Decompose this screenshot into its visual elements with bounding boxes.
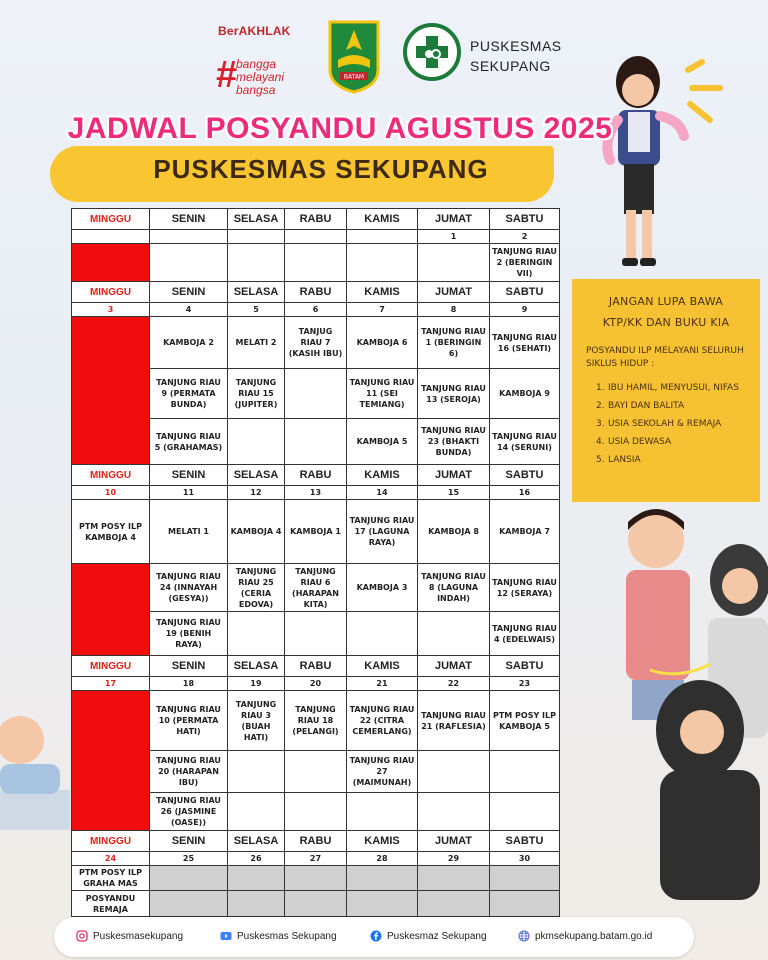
- woman-illustration-icon: [580, 40, 730, 270]
- schedule-cell: TANJUNG RIAU 14 (SERUNI): [490, 419, 560, 465]
- schedule-cell: KAMBOJA 2: [150, 317, 228, 369]
- date-cell: 23: [490, 677, 560, 691]
- baby-illustration-icon: [0, 680, 70, 880]
- schedule-cell: TANJUNG RIAU 20 (HARAPAN IBU): [150, 751, 228, 793]
- schedule-cell: TANJUNG RIAU 2 (BERINGIN VII): [490, 244, 560, 282]
- date-cell: 20: [285, 677, 347, 691]
- date-cell: 10: [72, 486, 150, 500]
- date-cell: [72, 230, 150, 244]
- schedule-cell: [418, 793, 490, 831]
- day-header: SELASA: [228, 282, 285, 303]
- table-row: [72, 691, 560, 751]
- instagram-icon: [76, 930, 88, 942]
- instagram-link[interactable]: Puskesmasekupang: [76, 930, 183, 942]
- youtube-link[interactable]: Puskesmas Sekupang: [220, 930, 337, 942]
- schedule-cell: TANJUNG RIAU 18 (PELANGI): [285, 691, 347, 751]
- table-row: [72, 866, 560, 891]
- schedule-cell: MELATI 2: [228, 317, 285, 369]
- facebook-icon: [370, 930, 382, 942]
- website-link[interactable]: pkmsekupang.batam.go.id: [518, 930, 652, 942]
- schedule-cell: [228, 419, 285, 465]
- day-header: SELASA: [228, 831, 285, 852]
- date-cell: 14: [347, 486, 418, 500]
- day-header: SENIN: [150, 831, 228, 852]
- schedule-cell: TANJUNG RIAU 19 (BENIH RAYA): [150, 612, 228, 656]
- day-header: SENIN: [150, 282, 228, 303]
- day-header: JUMAT: [418, 282, 490, 303]
- schedule-cell: POSYANDU REMAJA: [72, 891, 150, 917]
- day-header: SENIN: [150, 656, 228, 677]
- date-cell: 19: [228, 677, 285, 691]
- schedule-cell: [347, 244, 418, 282]
- date-cell: 9: [490, 303, 560, 317]
- day-header: MINGGU: [72, 831, 150, 852]
- day-header-row: [72, 282, 560, 303]
- day-header: SENIN: [150, 465, 228, 486]
- schedule-cell: TANJUNG RIAU 16 (SEHATI): [490, 317, 560, 369]
- day-header: JUMAT: [418, 465, 490, 486]
- date-cell: 24: [72, 852, 150, 866]
- schedule-cell: TANJUNG RIAU 25 (CERIA EDOVA): [228, 564, 285, 612]
- date-cell: [228, 230, 285, 244]
- schedule-cell: TANJUNG RIAU 17 (LAGUNA RAYA): [347, 500, 418, 564]
- life-cycle-list: [596, 379, 756, 469]
- schedule-cell: [285, 244, 347, 282]
- schedule-cell: TANJUNG RIAU 11 (SEI TEMIANG): [347, 369, 418, 419]
- schedule-cell: TANJUNG RIAU 8 (LAGUNA INDAH): [418, 564, 490, 612]
- day-header: JUMAT: [418, 209, 490, 230]
- info-box: [572, 279, 760, 502]
- date-cell: 28: [347, 852, 418, 866]
- day-header: SABTU: [490, 465, 560, 486]
- date-cell: 7: [347, 303, 418, 317]
- schedule-cell: TANJUNG RIAU 22 (CITRA CEMERLANG): [347, 691, 418, 751]
- schedule-cell: [347, 793, 418, 831]
- schedule-cell: TANJUNG RIAU 27 (MAIMUNAH): [347, 751, 418, 793]
- schedule-cell: [285, 866, 347, 891]
- sunday-cell: [72, 564, 150, 656]
- date-cell: 13: [285, 486, 347, 500]
- date-cell: 17: [72, 677, 150, 691]
- schedule-cell: KAMBOJA 6: [347, 317, 418, 369]
- day-header: KAMIS: [347, 282, 418, 303]
- day-header: MINGGU: [72, 656, 150, 677]
- date-row: [72, 486, 560, 500]
- date-cell: 21: [347, 677, 418, 691]
- date-cell: 27: [285, 852, 347, 866]
- schedule-cell: [228, 866, 285, 891]
- puskesmas-name: PUSKESMAS SEKUPANG: [470, 38, 562, 74]
- svg-text:BATAM: BATAM: [343, 73, 365, 81]
- schedule-cell: TANJUNG RIAU 12 (SERAYA): [490, 564, 560, 612]
- day-header: MINGGU: [72, 209, 150, 230]
- schedule-cell: [490, 891, 560, 917]
- schedule-cell: KAMBOJA 1: [285, 500, 347, 564]
- schedule-cell: MELATI 1: [150, 500, 228, 564]
- list-item: 2. BAYI DAN BALITA: [596, 401, 685, 411]
- reminder-text: JANGAN LUPA BAWA KTP/KK DAN BUKU KIA: [602, 295, 730, 329]
- schedule-cell: TANJUNG RIAU 1 (BERINGIN 6): [418, 317, 490, 369]
- day-header-row: [72, 656, 560, 677]
- list-item: 1. IBU HAMIL, MENYUSUI, NIFAS: [596, 383, 739, 393]
- day-header: MINGGU: [72, 282, 150, 303]
- day-header: JUMAT: [418, 831, 490, 852]
- schedule-cell: [150, 244, 228, 282]
- page-subtitle: PUSKESMAS SEKUPANG: [153, 154, 489, 184]
- schedule-cell: TANJUNG RIAU 6 (HARAPAN KITA): [285, 564, 347, 612]
- schedule-cell: [285, 612, 347, 656]
- schedule-cell: KAMBOJA 9: [490, 369, 560, 419]
- date-cell: 18: [150, 677, 228, 691]
- schedule-cell: [347, 866, 418, 891]
- date-cell: [150, 230, 228, 244]
- schedule-table: [71, 208, 560, 917]
- schedule-cell: TANJUNG RIAU 21 (RAFLESIA): [418, 691, 490, 751]
- day-header: RABU: [285, 465, 347, 486]
- schedule-cell: [285, 369, 347, 419]
- day-header: RABU: [285, 282, 347, 303]
- day-header: SABTU: [490, 209, 560, 230]
- day-header: SELASA: [228, 656, 285, 677]
- day-header: SABTU: [490, 282, 560, 303]
- day-header: KAMIS: [347, 656, 418, 677]
- globe-icon: [518, 930, 530, 942]
- day-header: SELASA: [228, 209, 285, 230]
- date-cell: 11: [150, 486, 228, 500]
- date-cell: [285, 230, 347, 244]
- schedule-cell: KAMBOJA 5: [347, 419, 418, 465]
- date-row: [72, 677, 560, 691]
- date-cell: 30: [490, 852, 560, 866]
- date-row: [72, 230, 560, 244]
- day-header: RABU: [285, 209, 347, 230]
- schedule-cell: [285, 751, 347, 793]
- schedule-cell: KAMBOJA 4: [228, 500, 285, 564]
- schedule-cell: [228, 891, 285, 917]
- facebook-link[interactable]: Puskesmaz Sekupang: [370, 930, 487, 942]
- schedule-cell: [285, 793, 347, 831]
- date-cell: 26: [228, 852, 285, 866]
- date-cell: 5: [228, 303, 285, 317]
- schedule-cell: [150, 866, 228, 891]
- day-header: SENIN: [150, 209, 228, 230]
- day-header: JUMAT: [418, 656, 490, 677]
- table-row: [72, 244, 560, 282]
- info-intro: POSYANDU ILP MELAYANI SELURUH SIKLUS HIDUP :: [586, 346, 744, 369]
- date-cell: 3: [72, 303, 150, 317]
- date-cell: 2: [490, 230, 560, 244]
- sunday-cell: [72, 317, 150, 465]
- bangga-melayani-logo: # bangga melayani bangsa: [216, 54, 285, 97]
- list-item: 4. USIA DEWASA: [596, 437, 672, 447]
- page-title: JADWAL POSYANDU AGUSTUS 2025: [67, 112, 613, 145]
- schedule-cell: [490, 793, 560, 831]
- schedule-cell: [418, 866, 490, 891]
- schedule-cell: TANJUG RIAU 7 (KASIH IBU): [285, 317, 347, 369]
- date-cell: 4: [150, 303, 228, 317]
- date-cell: 8: [418, 303, 490, 317]
- table-row: [72, 317, 560, 369]
- day-header: KAMIS: [347, 831, 418, 852]
- date-cell: 29: [418, 852, 490, 866]
- sunday-cell: [72, 691, 150, 831]
- day-header: SABTU: [490, 831, 560, 852]
- schedule-cell: [228, 793, 285, 831]
- day-header: RABU: [285, 831, 347, 852]
- youtube-icon: [220, 930, 232, 942]
- schedule-cell: [285, 891, 347, 917]
- date-row: [72, 303, 560, 317]
- footer-bar: [54, 917, 694, 957]
- schedule-cell: [347, 891, 418, 917]
- day-header: SABTU: [490, 656, 560, 677]
- schedule-cell: TANJUNG RIAU 9 (PERMATA BUNDA): [150, 369, 228, 419]
- schedule-cell: [418, 751, 490, 793]
- schedule-cell: TANJUNG RIAU 13 (SEROJA): [418, 369, 490, 419]
- schedule-cell: [490, 751, 560, 793]
- day-header: SELASA: [228, 465, 285, 486]
- schedule-cell: [418, 612, 490, 656]
- schedule-cell: [285, 419, 347, 465]
- table-row: [72, 500, 560, 564]
- day-header: MINGGU: [72, 465, 150, 486]
- date-row: [72, 852, 560, 866]
- schedule-cell: KAMBOJA 3: [347, 564, 418, 612]
- puskesmas-logo-icon: [402, 22, 462, 82]
- schedule-cell: PTM POSY ILP KAMBOJA 5: [490, 691, 560, 751]
- schedule-cell: [347, 612, 418, 656]
- sunday-cell: [72, 244, 150, 282]
- schedule-cell: TANJUNG RIAU 5 (GRAHAMAS): [150, 419, 228, 465]
- day-header-row: [72, 209, 560, 230]
- schedule-cell: KAMBOJA 7: [490, 500, 560, 564]
- berakhlak-text: BerAKHLAK: [218, 24, 291, 38]
- schedule-cell: TANJUNG RIAU 23 (BHAKTI BUNDA): [418, 419, 490, 465]
- schedule-cell: [418, 244, 490, 282]
- date-cell: [347, 230, 418, 244]
- schedule-cell: KAMBOJA 8: [418, 500, 490, 564]
- schedule-cell: [228, 612, 285, 656]
- table-row: [72, 564, 560, 612]
- date-cell: 6: [285, 303, 347, 317]
- date-cell: 15: [418, 486, 490, 500]
- date-cell: 22: [418, 677, 490, 691]
- date-cell: 12: [228, 486, 285, 500]
- schedule-cell: PTM POSY ILP KAMBOJA 4: [72, 500, 150, 564]
- berakhlak-logo: [218, 24, 308, 44]
- day-header: KAMIS: [347, 465, 418, 486]
- day-header-row: [72, 831, 560, 852]
- date-cell: 25: [150, 852, 228, 866]
- day-header: RABU: [285, 656, 347, 677]
- schedule-cell: TANJUNG RIAU 4 (EDELWAIS): [490, 612, 560, 656]
- schedule-cell: [490, 866, 560, 891]
- schedule-cell: [228, 751, 285, 793]
- schedule-cell: [150, 891, 228, 917]
- date-cell: 1: [418, 230, 490, 244]
- date-cell: 16: [490, 486, 560, 500]
- day-header: KAMIS: [347, 209, 418, 230]
- batam-crest-icon: [326, 20, 382, 94]
- table-row: [72, 891, 560, 917]
- schedule-cell: TANJUNG RIAU 10 (PERMATA HATI): [150, 691, 228, 751]
- family-illustration-icon: [610, 500, 768, 900]
- list-item: 3. USIA SEKOLAH & REMAJA: [596, 419, 722, 429]
- schedule-cell: TANJUNG RIAU 3 (BUAH HATI): [228, 691, 285, 751]
- day-header-row: [72, 465, 560, 486]
- schedule-cell: [228, 244, 285, 282]
- schedule-cell: [418, 891, 490, 917]
- schedule-cell: TANJUNG RIAU 15 (JUPITER): [228, 369, 285, 419]
- schedule-cell: TANJUNG RIAU 26 (JASMINE (OASE)): [150, 793, 228, 831]
- schedule-cell: TANJUNG RIAU 24 (INNAYAH (GESYA)): [150, 564, 228, 612]
- list-item: 5. LANSIA: [596, 455, 641, 465]
- schedule-cell: PTM POSY ILP GRAHA MAS: [72, 866, 150, 891]
